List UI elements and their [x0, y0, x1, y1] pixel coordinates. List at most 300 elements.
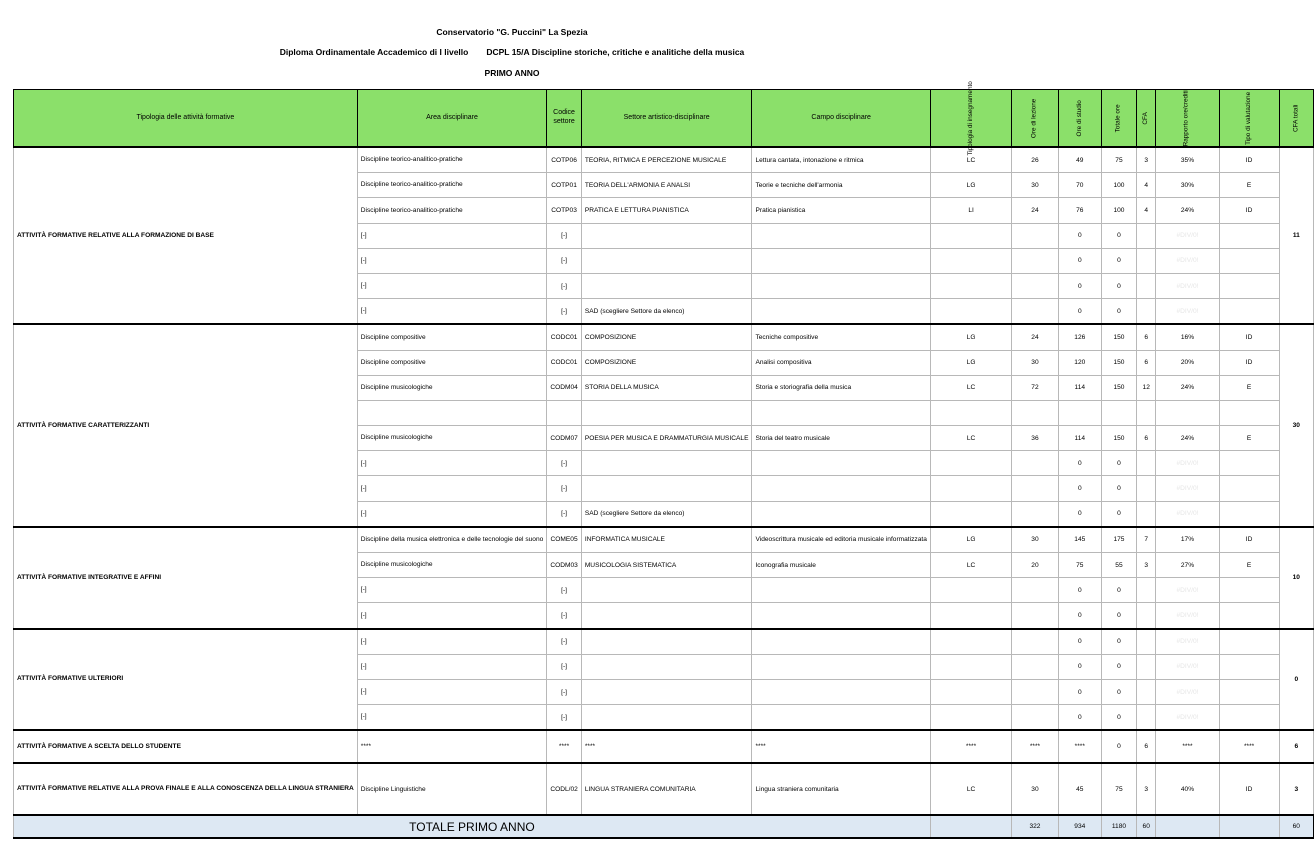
cell-ore-studio: ****: [1058, 730, 1101, 763]
cell-settore: STORIA DELLA MUSICA: [581, 375, 752, 400]
cell-campo: [752, 603, 930, 629]
cell-codice: CODM03: [547, 553, 582, 578]
cell-rapporto: #DIV/0!: [1156, 679, 1219, 704]
cell-codice: [-]: [547, 299, 582, 325]
table-row: [14, 730, 1314, 763]
cell-settore: POESIA PER MUSICA E DRAMMATURGIA MUSICALE: [581, 426, 752, 451]
cell-codice: COTP01: [547, 173, 582, 198]
cell-totale-ore: 0: [1101, 299, 1136, 325]
cell-cfa: [1137, 273, 1156, 298]
cell-area: Discipline teorico-analitico-pratiche: [357, 198, 547, 223]
category-cell: ATTIVITÀ FORMATIVE RELATIVE ALLA PROVA FINALE E ALLA CONOSCENZA DELLA LINGUA STRANIERA: [14, 763, 358, 815]
cell-campo: [752, 223, 930, 248]
col-ore-studio: Ore di studio: [1058, 90, 1101, 148]
cell-codice: [-]: [547, 603, 582, 629]
cell-area: Discipline Linguistiche: [357, 763, 547, 815]
cell-campo: [752, 248, 930, 273]
cell-ore-studio: 145: [1058, 527, 1101, 553]
cell-ore-studio: 0: [1058, 451, 1101, 476]
cell-campo: Storia del teatro musicale: [752, 426, 930, 451]
cell-tip-insegnamento: [930, 476, 1011, 501]
cell-rapporto: #DIV/0!: [1156, 476, 1219, 501]
cell-settore: [581, 273, 752, 298]
cell-settore: [581, 603, 752, 629]
cell-campo: Lettura cantata, intonazione e ritmica: [752, 147, 930, 173]
cell-settore: COMPOSIZIONE: [581, 324, 752, 350]
cell-area: [357, 400, 547, 425]
cell-tipo-valutazione: [1219, 629, 1279, 655]
cell-tipo-valutazione: ID: [1219, 763, 1279, 815]
cell-settore: COMPOSIZIONE: [581, 350, 752, 375]
cell-ore-studio: 114: [1058, 426, 1101, 451]
cell-codice: CODM07: [547, 426, 582, 451]
col-tip-insegnamento: Tipologia di insegnamento: [930, 90, 1011, 148]
cell-cfa: [1137, 578, 1156, 603]
cell-totale-ore: 0: [1101, 629, 1136, 655]
cell-tipo-valutazione: ID: [1219, 324, 1279, 350]
cell-campo: [752, 400, 930, 425]
cell-tip-insegnamento: LG: [930, 350, 1011, 375]
total-ore-lezione: 322: [1012, 815, 1058, 838]
cell-area: [-]: [357, 578, 547, 603]
cell-tip-insegnamento: [930, 451, 1011, 476]
cell-campo: Pratica pianistica: [752, 198, 930, 223]
cell-ore-lezione: 30: [1012, 350, 1058, 375]
cell-tip-insegnamento: [930, 629, 1011, 655]
cell-ore-lezione: [1012, 248, 1058, 273]
cell-campo: Videoscrittura musicale ed editoria musicale informatizzata: [752, 527, 930, 553]
cell-rapporto: 24%: [1156, 426, 1219, 451]
cell-campo: [752, 299, 930, 325]
cell-codice: [-]: [547, 223, 582, 248]
cell-totale-ore: 0: [1101, 578, 1136, 603]
col-tipologia-attivita: Tipologia delle attività formative: [14, 90, 358, 148]
cell-rapporto: #DIV/0!: [1156, 654, 1219, 679]
cell-campo: [752, 654, 930, 679]
cell-ore-studio: 0: [1058, 476, 1101, 501]
cell-rapporto: 30%: [1156, 173, 1219, 198]
cell-tipo-valutazione: [1219, 654, 1279, 679]
cell-ore-lezione: [1012, 679, 1058, 704]
cell-tip-insegnamento: LC: [930, 763, 1011, 815]
cell-codice: [-]: [547, 476, 582, 501]
cell-totale-ore: 150: [1101, 324, 1136, 350]
cell-rapporto: [1156, 400, 1219, 425]
cell-ore-lezione: [1012, 501, 1058, 527]
cell-codice: CODC01: [547, 350, 582, 375]
cell-cfa: [1137, 501, 1156, 527]
cell-ore-studio: 126: [1058, 324, 1101, 350]
col-area: Area disciplinare: [357, 90, 547, 148]
col-ore-lezione: Ore di lezione: [1012, 90, 1058, 148]
cell-cfa: 12: [1137, 375, 1156, 400]
cell-totale-ore: 100: [1101, 198, 1136, 223]
table-row: [14, 527, 1314, 553]
cell-tipo-valutazione: ID: [1219, 527, 1279, 553]
cell-campo: [752, 273, 930, 298]
cell-cfa: 6: [1137, 350, 1156, 375]
cell-settore: [581, 629, 752, 655]
cell-totale-ore: 150: [1101, 350, 1136, 375]
cell-totale-ore: 0: [1101, 248, 1136, 273]
cell-ore-lezione: [1012, 578, 1058, 603]
cell-campo: [752, 705, 930, 731]
category-cell: ATTIVITÀ FORMATIVE INTEGRATIVE E AFFINI: [14, 527, 358, 629]
cell-codice: [-]: [547, 248, 582, 273]
cell-tipo-valutazione: E: [1219, 553, 1279, 578]
col-campo: Campo disciplinare: [752, 90, 930, 148]
cell-ore-studio: 45: [1058, 763, 1101, 815]
cell-cfa: [1137, 248, 1156, 273]
cell-totale-ore: 150: [1101, 426, 1136, 451]
cell-totale-ore: [1101, 400, 1136, 425]
table-body: [14, 147, 1314, 815]
cell-settore: [581, 705, 752, 731]
cell-area: Discipline musicologiche: [357, 553, 547, 578]
cell-campo: [752, 679, 930, 704]
cell-ore-lezione: [1012, 451, 1058, 476]
cell-totale-ore: 100: [1101, 173, 1136, 198]
cell-area: [-]: [357, 705, 547, 731]
cell-tip-insegnamento: ****: [930, 730, 1011, 763]
cell-tip-insegnamento: [930, 501, 1011, 527]
cell-settore: LINGUA STRANIERA COMUNITARIA: [581, 763, 752, 815]
cell-ore-lezione: [1012, 223, 1058, 248]
cell-ore-studio: 0: [1058, 501, 1101, 527]
cell-settore: INFORMATICA MUSICALE: [581, 527, 752, 553]
cell-ore-lezione: [1012, 400, 1058, 425]
table-row: [14, 324, 1314, 350]
cell-tip-insegnamento: LC: [930, 553, 1011, 578]
cell-ore-studio: 0: [1058, 223, 1101, 248]
cell-area: [-]: [357, 248, 547, 273]
cell-rapporto: #DIV/0!: [1156, 451, 1219, 476]
cell-tipo-valutazione: [1219, 400, 1279, 425]
cell-tipo-valutazione: [1219, 679, 1279, 704]
cell-cfa: 4: [1137, 173, 1156, 198]
diploma-label: Diploma Ordinamentale Accademico di I livello: [279, 47, 469, 57]
cell-tipo-valutazione: ID: [1219, 147, 1279, 173]
cell-tipo-valutazione: [1219, 299, 1279, 325]
cell-area: Discipline musicologiche: [357, 375, 547, 400]
cell-area: Discipline teorico-analitico-pratiche: [357, 173, 547, 198]
cell-codice: COTP06: [547, 147, 582, 173]
cell-campo: Analisi compositiva: [752, 350, 930, 375]
cell-tipo-valutazione: E: [1219, 426, 1279, 451]
cell-codice: ****: [547, 730, 582, 763]
cell-tip-insegnamento: LC: [930, 426, 1011, 451]
cell-area: [-]: [357, 603, 547, 629]
col-cfa-totali: CFA totali: [1279, 90, 1313, 148]
total-empty: [1219, 815, 1279, 838]
cell-area: Discipline teorico-analitico-pratiche: [357, 147, 547, 173]
cell-area: Discipline compositive: [357, 324, 547, 350]
cell-area: [-]: [357, 476, 547, 501]
cell-tipo-valutazione: [1219, 501, 1279, 527]
col-codice: Codice settore: [547, 90, 582, 148]
cell-settore: [581, 476, 752, 501]
cell-cfa: [1137, 476, 1156, 501]
cell-cfa: [1137, 654, 1156, 679]
cell-codice: [-]: [547, 501, 582, 527]
cell-cfa: [1137, 679, 1156, 704]
cell-tip-insegnamento: [930, 400, 1011, 425]
cell-tip-insegnamento: [930, 603, 1011, 629]
cell-ore-lezione: 30: [1012, 173, 1058, 198]
cell-totale-ore: 0: [1101, 223, 1136, 248]
section-cfa-total: 30: [1279, 324, 1313, 527]
category-cell: ATTIVITÀ FORMATIVE ULTERIORI: [14, 629, 358, 731]
cell-cfa: [1137, 603, 1156, 629]
col-settore: Settore artistico-disciplinare: [581, 90, 752, 148]
cell-settore: [581, 248, 752, 273]
cell-rapporto: 40%: [1156, 763, 1219, 815]
cell-ore-lezione: [1012, 705, 1058, 731]
cell-settore: [581, 679, 752, 704]
cell-ore-lezione: [1012, 273, 1058, 298]
col-totale-ore: Totale ore: [1101, 90, 1136, 148]
total-ore-studio: 934: [1058, 815, 1101, 838]
cell-codice: [-]: [547, 451, 582, 476]
section-cfa-total: 3: [1279, 763, 1313, 815]
cell-totale-ore: 0: [1101, 679, 1136, 704]
cell-tipo-valutazione: ID: [1219, 350, 1279, 375]
cell-ore-lezione: ****: [1012, 730, 1058, 763]
cell-ore-lezione: [1012, 629, 1058, 655]
cell-ore-studio: 49: [1058, 147, 1101, 173]
cell-ore-lezione: 24: [1012, 324, 1058, 350]
cell-tip-insegnamento: [930, 223, 1011, 248]
curriculum-table: [13, 80, 1314, 839]
col-cfa: CFA: [1137, 90, 1156, 148]
cell-tipo-valutazione: ****: [1219, 730, 1279, 763]
cell-area: Discipline della musica elettronica e delle tecnologie del suono: [357, 527, 547, 553]
cell-tipo-valutazione: [1219, 451, 1279, 476]
cell-totale-ore: 0: [1101, 501, 1136, 527]
cell-tipo-valutazione: [1219, 273, 1279, 298]
cell-settore: ****: [581, 730, 752, 763]
cell-area: [-]: [357, 501, 547, 527]
table-row: [14, 147, 1314, 173]
cell-campo: [752, 501, 930, 527]
cell-campo: [752, 578, 930, 603]
cell-ore-lezione: 30: [1012, 527, 1058, 553]
cell-totale-ore: 0: [1101, 603, 1136, 629]
cell-rapporto: 27%: [1156, 553, 1219, 578]
cell-codice: [-]: [547, 629, 582, 655]
section-cfa-total: 0: [1279, 629, 1313, 731]
cell-area: [-]: [357, 679, 547, 704]
cell-area: [-]: [357, 629, 547, 655]
total-cfa: 60: [1137, 815, 1156, 838]
cell-rapporto: 20%: [1156, 350, 1219, 375]
cell-area: [-]: [357, 654, 547, 679]
cell-rapporto: #DIV/0!: [1156, 578, 1219, 603]
cell-tipo-valutazione: [1219, 603, 1279, 629]
cell-rapporto: #DIV/0!: [1156, 501, 1219, 527]
cell-tip-insegnamento: LG: [930, 173, 1011, 198]
cell-codice: [-]: [547, 654, 582, 679]
cell-cfa: 6: [1137, 426, 1156, 451]
cell-ore-studio: 0: [1058, 273, 1101, 298]
cell-ore-studio: 0: [1058, 629, 1101, 655]
section-cfa-total: 10: [1279, 527, 1313, 629]
cell-area: Discipline compositive: [357, 350, 547, 375]
cell-codice: [-]: [547, 679, 582, 704]
cell-totale-ore: 0: [1101, 654, 1136, 679]
table-row: [14, 629, 1314, 655]
cell-tip-insegnamento: [930, 705, 1011, 731]
cell-tip-insegnamento: [930, 248, 1011, 273]
cell-cfa: [1137, 223, 1156, 248]
col-rapporto: Rapporto ore/crediti: [1156, 90, 1219, 148]
cell-settore: SAD (scegliere Settore da elenco): [581, 501, 752, 527]
cell-totale-ore: 75: [1101, 147, 1136, 173]
cell-tip-insegnamento: LC: [930, 375, 1011, 400]
cell-settore: SAD (scegliere Settore da elenco): [581, 299, 752, 325]
cell-ore-studio: 0: [1058, 248, 1101, 273]
institution-title: Conservatorio "G. Puccini" La Spezia: [436, 27, 588, 37]
cell-cfa: 4: [1137, 198, 1156, 223]
cell-tipo-valutazione: [1219, 705, 1279, 731]
cell-campo: Storia e storiografia della musica: [752, 375, 930, 400]
cell-settore: [581, 578, 752, 603]
cell-ore-studio: [1058, 400, 1101, 425]
cell-cfa: 3: [1137, 553, 1156, 578]
total-label: TOTALE PRIMO ANNO: [14, 815, 931, 838]
cell-campo: [752, 476, 930, 501]
year-title: PRIMO ANNO: [484, 68, 540, 78]
cell-rapporto: 17%: [1156, 527, 1219, 553]
cell-rapporto: 16%: [1156, 324, 1219, 350]
cell-cfa: [1137, 299, 1156, 325]
table-row: [14, 763, 1314, 815]
section-cfa-total: 6: [1279, 730, 1313, 763]
cell-area: [-]: [357, 451, 547, 476]
cell-campo: [752, 629, 930, 655]
cell-ore-lezione: 72: [1012, 375, 1058, 400]
total-empty: [930, 815, 1011, 838]
cell-cfa: [1137, 400, 1156, 425]
cell-totale-ore: 0: [1101, 451, 1136, 476]
cell-codice: [-]: [547, 273, 582, 298]
cell-ore-lezione: [1012, 654, 1058, 679]
cell-cfa: 7: [1137, 527, 1156, 553]
cell-settore: TEORIA DELL'ARMONIA E ANALSI: [581, 173, 752, 198]
cell-campo: Iconografia musicale: [752, 553, 930, 578]
cell-totale-ore: 55: [1101, 553, 1136, 578]
cell-rapporto: 35%: [1156, 147, 1219, 173]
cell-area: [-]: [357, 223, 547, 248]
cell-codice: COTP03: [547, 198, 582, 223]
cell-ore-lezione: 24: [1012, 198, 1058, 223]
cell-ore-studio: 76: [1058, 198, 1101, 223]
cell-codice: CODM04: [547, 375, 582, 400]
cell-codice: [-]: [547, 705, 582, 731]
category-cell: ATTIVITÀ FORMATIVE A SCELTA DELLO STUDENTE: [14, 730, 358, 763]
cell-campo: Teorie e tecniche dell'armonia: [752, 173, 930, 198]
cell-settore: [581, 400, 752, 425]
cell-tipo-valutazione: [1219, 476, 1279, 501]
cell-codice: COME05: [547, 527, 582, 553]
cell-tip-insegnamento: LG: [930, 324, 1011, 350]
total-cfa-totali: 60: [1279, 815, 1313, 838]
cell-tipo-valutazione: [1219, 223, 1279, 248]
cell-totale-ore: 0: [1101, 730, 1136, 763]
cell-area: Discipline musicologiche: [357, 426, 547, 451]
cell-ore-studio: 0: [1058, 603, 1101, 629]
cell-ore-studio: 0: [1058, 578, 1101, 603]
cell-cfa: [1137, 705, 1156, 731]
cell-codice: [-]: [547, 578, 582, 603]
cell-rapporto: #DIV/0!: [1156, 248, 1219, 273]
diploma-subtitle: [0, 47, 1024, 57]
cell-cfa: 6: [1137, 730, 1156, 763]
cell-ore-studio: 70: [1058, 173, 1101, 198]
cell-tip-insegnamento: [930, 299, 1011, 325]
cell-campo: [752, 451, 930, 476]
cell-cfa: [1137, 629, 1156, 655]
cell-tip-insegnamento: LI: [930, 198, 1011, 223]
course-label: DCPL 15/A Discipline storiche, critiche e analitiche della musica: [486, 47, 745, 57]
cell-totale-ore: 175: [1101, 527, 1136, 553]
cell-campo: Lingua straniera comunitaria: [752, 763, 930, 815]
cell-rapporto: #DIV/0!: [1156, 603, 1219, 629]
cell-totale-ore: 0: [1101, 476, 1136, 501]
cell-totale-ore: 150: [1101, 375, 1136, 400]
cell-rapporto: #DIV/0!: [1156, 705, 1219, 731]
cell-campo: Tecniche compositive: [752, 324, 930, 350]
cell-settore: TEORIA, RITMICA E PERCEZIONE MUSICALE: [581, 147, 752, 173]
cell-ore-lezione: 20: [1012, 553, 1058, 578]
cell-settore: [581, 654, 752, 679]
total-empty: [1156, 815, 1219, 838]
cell-ore-studio: 0: [1058, 705, 1101, 731]
cell-ore-studio: 0: [1058, 654, 1101, 679]
header-row: [14, 90, 1314, 148]
cell-rapporto: ****: [1156, 730, 1219, 763]
cell-tipo-valutazione: [1219, 578, 1279, 603]
cell-ore-studio: 75: [1058, 553, 1101, 578]
cell-codice: CODL/02: [547, 763, 582, 815]
cell-ore-lezione: [1012, 476, 1058, 501]
cell-codice: [547, 400, 582, 425]
cell-area: [-]: [357, 273, 547, 298]
cell-cfa: 3: [1137, 147, 1156, 173]
cell-cfa: 3: [1137, 763, 1156, 815]
cell-settore: [581, 223, 752, 248]
cell-tip-insegnamento: [930, 654, 1011, 679]
cell-ore-studio: 114: [1058, 375, 1101, 400]
cell-tip-insegnamento: [930, 273, 1011, 298]
cell-ore-lezione: 26: [1012, 147, 1058, 173]
cell-tip-insegnamento: [930, 578, 1011, 603]
cell-tip-insegnamento: [930, 679, 1011, 704]
cell-rapporto: #DIV/0!: [1156, 273, 1219, 298]
cell-rapporto: 24%: [1156, 198, 1219, 223]
cell-area: [-]: [357, 299, 547, 325]
col-tipo-valutazione: Tipo di valutazione: [1219, 90, 1279, 148]
cell-tip-insegnamento: LG: [930, 527, 1011, 553]
cell-ore-lezione: 30: [1012, 763, 1058, 815]
cell-settore: [581, 451, 752, 476]
cell-totale-ore: 0: [1101, 273, 1136, 298]
cell-area: ****: [357, 730, 547, 763]
cell-ore-lezione: [1012, 299, 1058, 325]
cell-cfa: [1137, 451, 1156, 476]
total-row: [14, 815, 1314, 838]
cell-ore-studio: 120: [1058, 350, 1101, 375]
